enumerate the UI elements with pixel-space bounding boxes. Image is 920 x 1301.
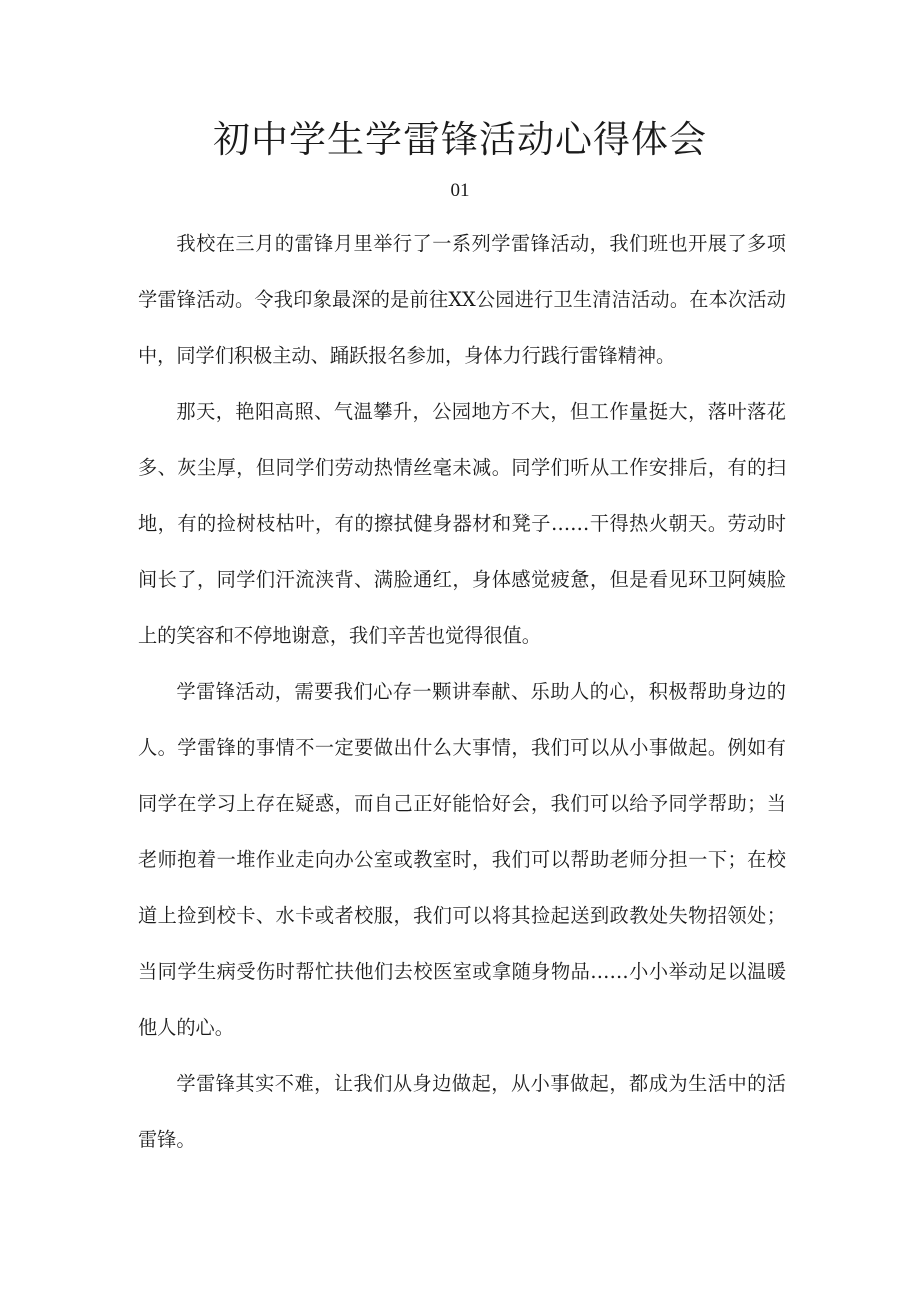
section-number: 01 <box>450 180 470 201</box>
document-body <box>138 216 786 1168</box>
paragraph: 学雷锋其实不难，让我们从身边做起，从小事做起，都成为生活中的活雷锋。 <box>138 1072 786 1151</box>
paragraph: 我校在三月的雷锋月里举行了一系列学雷锋活动，我们班也开展了多项学雷锋活动。令我印象最深的是前往XX公园进行卫生清洁活动。在本次活动中，同学们积极主动、踊跃报名参加，身体力行践行雷锋精神。 <box>138 232 786 367</box>
paragraph: 学雷锋活动，需要我们心存一颗讲奉献、乐助人的心，积极帮助身边的人。学雷锋的事情不一定要做出什么大事情，我们可以从小事做起。例如有同学在学习上存在疑惑，而自己正好能恰好会，我们可以给予同学帮助；当老师抱着一堆作业走向办公室或教室时，我们可以帮助老师分担一下；在校道上捡到校卡、水卡或者校服，我们可以将其捡起送到政教处失物招领处；当同学生病受伤时帮忙扶他们去校医室或拿随身物品……小小举动足以温暖他人的心。 <box>138 680 786 1039</box>
paragraph: 那天，艳阳高照、气温攀升，公园地方不大，但工作量挺大，落叶落花多、灰尘厚，但同学们劳动热情丝毫未减。同学们听从工作安排后，有的扫地，有的捡树枝枯叶，有的擦拭健身器材和凳子……干得热火朝天。劳动时间长了，同学们汗流浃背、满脸通红，身体感觉疲惫，但是看见环卫阿姨脸上的笑容和不停地谢意，我们辛苦也觉得很值。 <box>138 400 786 647</box>
document-title: 初中学生学雷锋活动心得体会 <box>213 118 707 161</box>
